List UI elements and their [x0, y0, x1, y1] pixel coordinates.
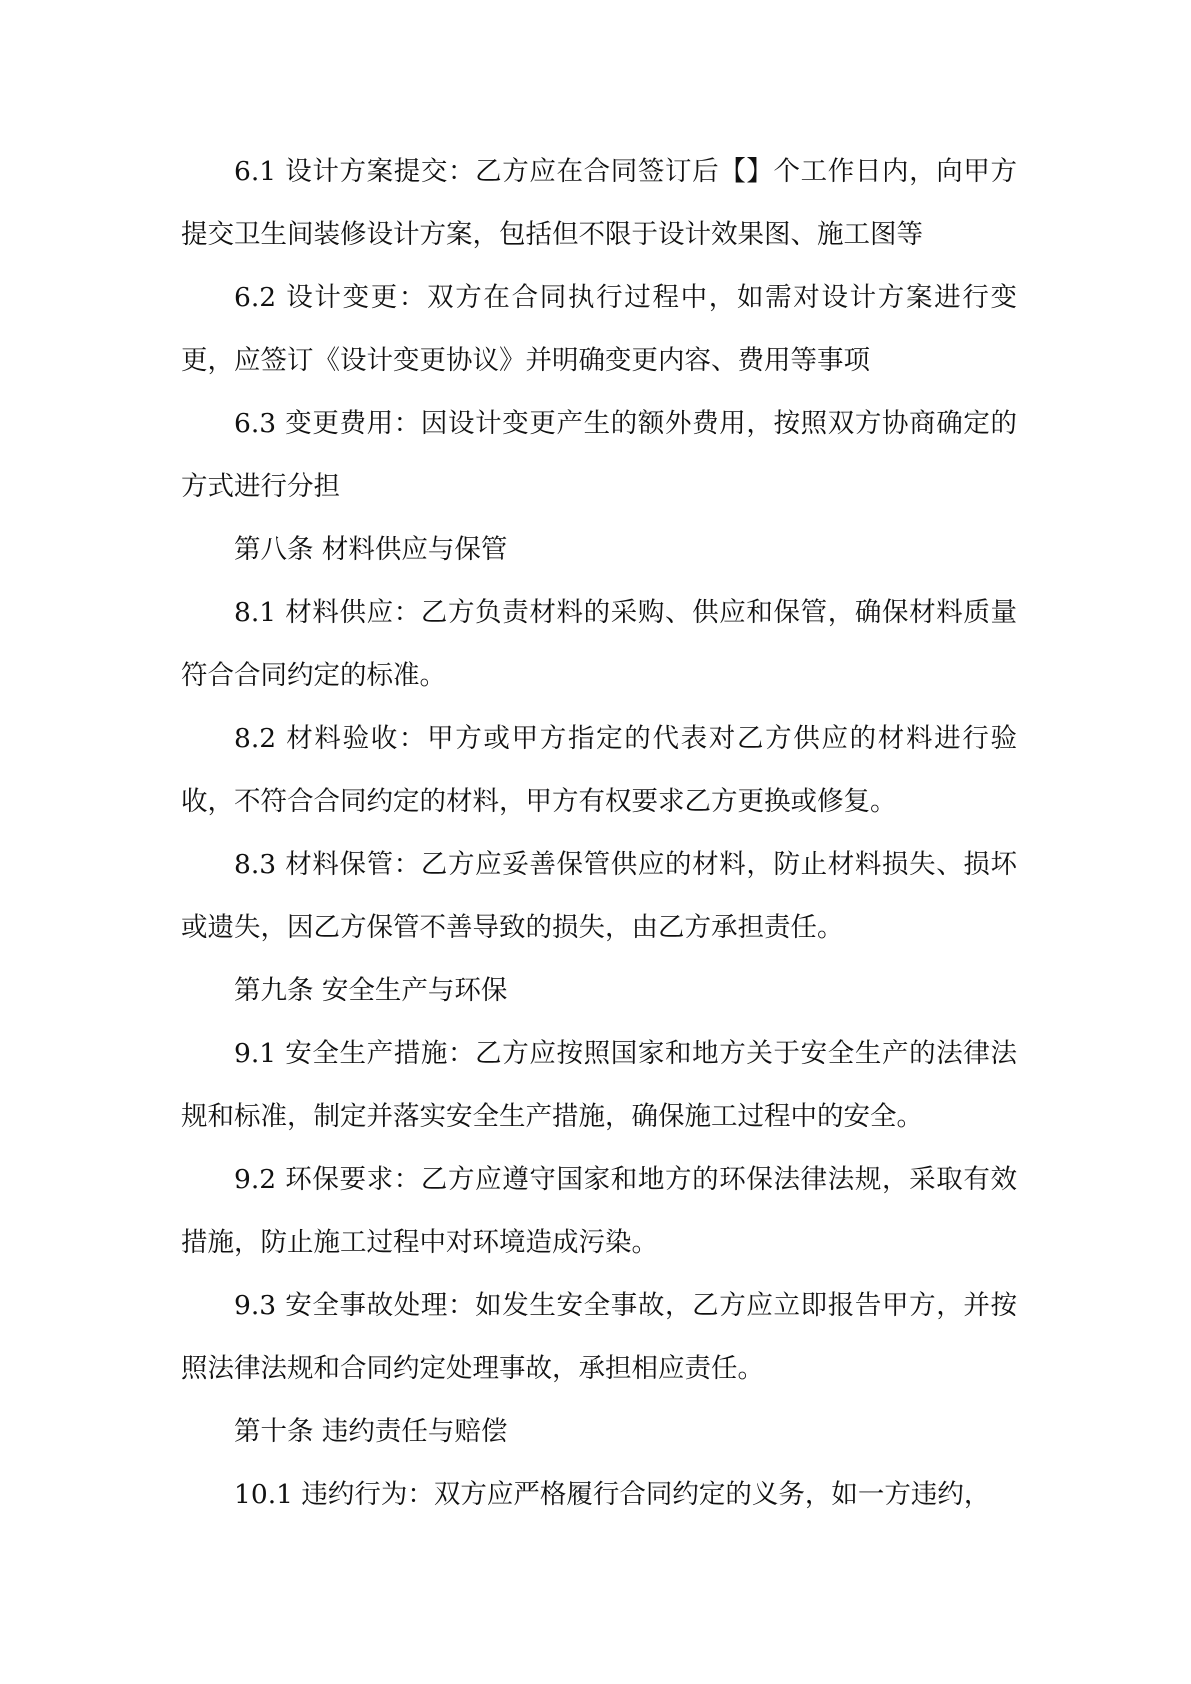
clause-8-2: 8.2 材料验收：甲方或甲方指定的代表对乙方供应的材料进行验收，不符合合同约定的材料，甲方有权要求乙方更换或修复。	[181, 723, 1017, 817]
clause-6-1: 6.1 设计方案提交：乙方应在合同签订后【】个工作日内，向甲方提交卫生间装修设计方案，包括但不限于设计效果图、施工图等	[181, 156, 1017, 250]
clause-6-3: 6.3 变更费用：因设计变更产生的额外费用，按照双方协商确定的方式进行分担	[181, 408, 1017, 502]
article-9-heading: 第九条 安全生产与环保	[234, 975, 508, 1006]
clause-8-1: 8.1 材料供应：乙方负责材料的采购、供应和保管，确保材料质量符合合同约定的标准。	[181, 597, 1017, 691]
clause-8-3: 8.3 材料保管：乙方应妥善保管供应的材料，防止材料损失、损坏或遗失，因乙方保管不善导致的损失，由乙方承担责任。	[181, 849, 1017, 943]
clause-10-1: 10.1 违约行为：双方应严格履行合同约定的义务，如一方违约，	[234, 1479, 991, 1510]
clause-6-2: 6.2 设计变更：双方在合同执行过程中，如需对设计方案进行变更，应签订《设计变更协议》并明确变更内容、费用等事项	[181, 282, 1017, 376]
document-body	[181, 140, 1017, 1526]
article-10-heading: 第十条 违约责任与赔偿	[234, 1416, 508, 1447]
clause-9-3: 9.3 安全事故处理：如发生安全事故，乙方应立即报告甲方，并按照法律法规和合同约定处理事故，承担相应责任。	[181, 1290, 1017, 1384]
clause-9-2: 9.2 环保要求：乙方应遵守国家和地方的环保法律法规，采取有效措施，防止施工过程中对环境造成污染。	[181, 1164, 1017, 1258]
article-8-heading: 第八条 材料供应与保管	[234, 534, 508, 565]
clause-9-1: 9.1 安全生产措施：乙方应按照国家和地方关于安全生产的法律法规和标准，制定并落实安全生产措施，确保施工过程中的安全。	[181, 1038, 1017, 1132]
